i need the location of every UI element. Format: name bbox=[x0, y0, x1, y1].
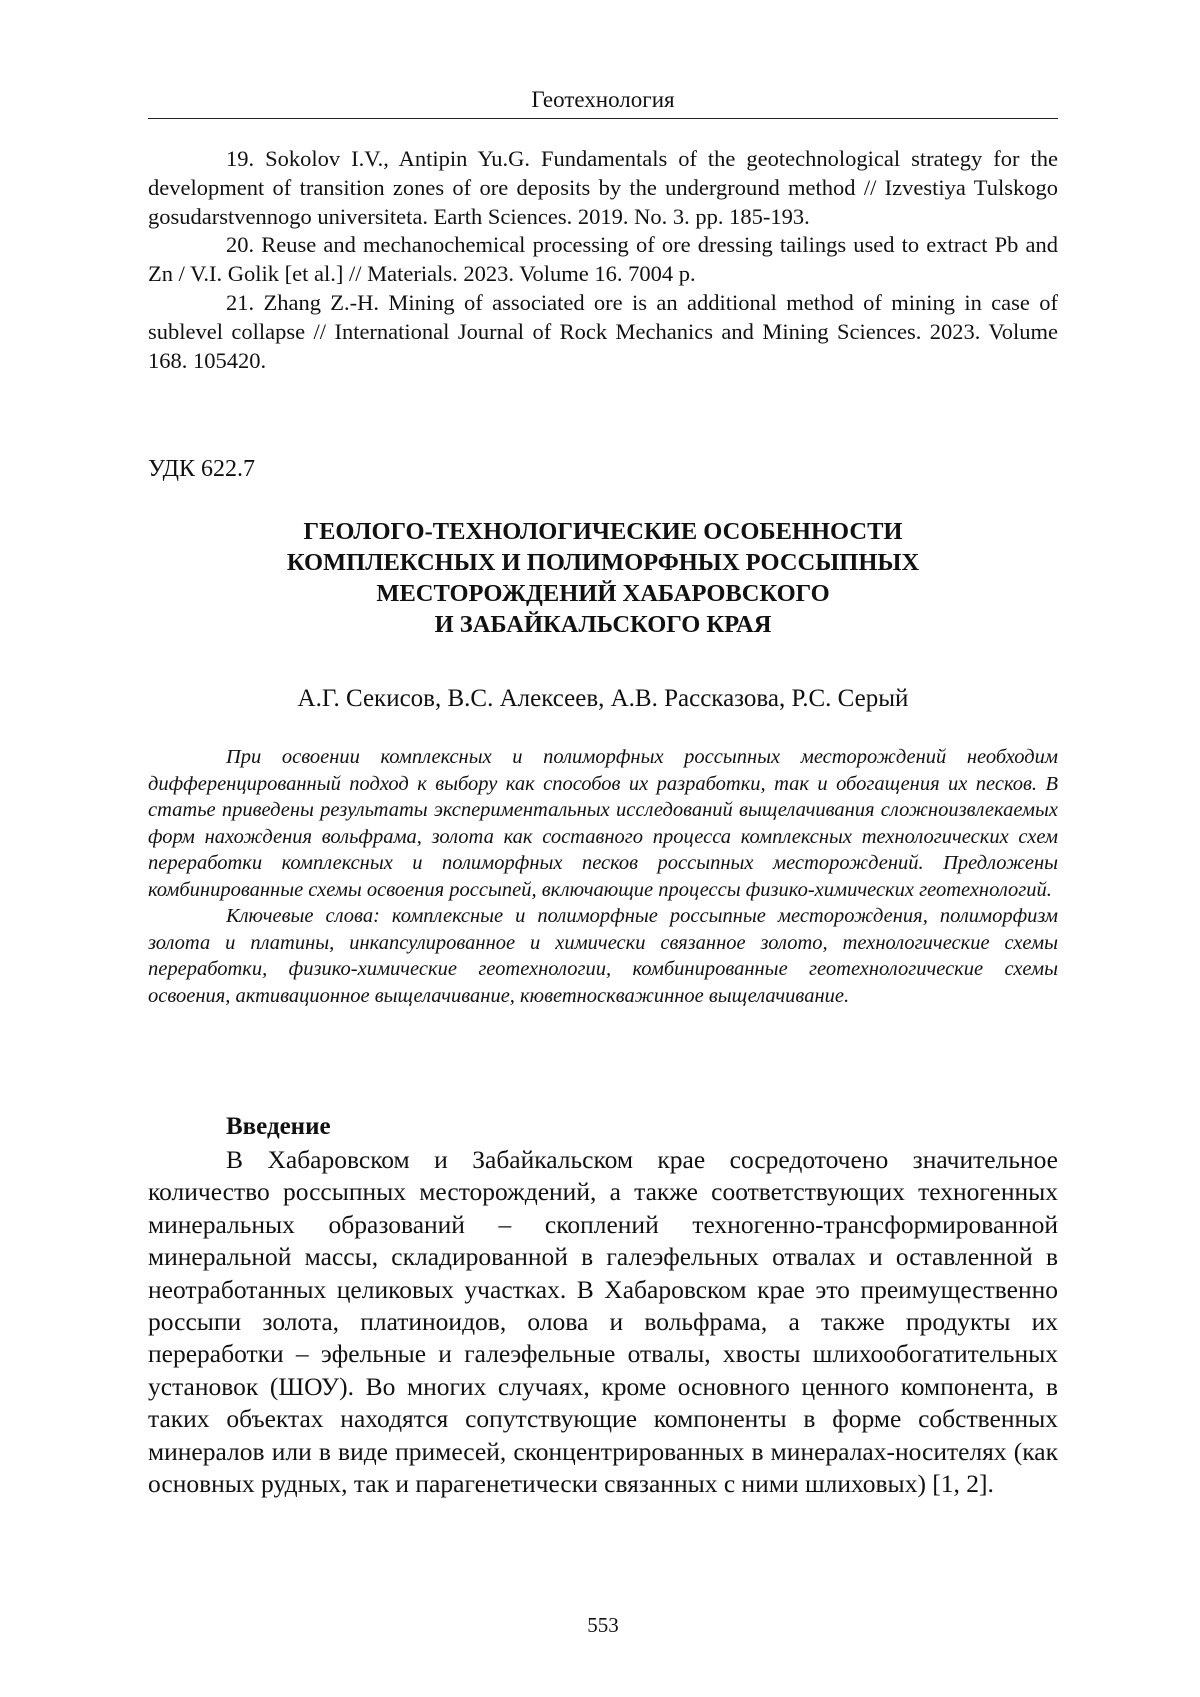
title-line: И ЗАБАЙКАЛЬСКОГО КРАЯ bbox=[434, 611, 772, 638]
title-line: МЕСТОРОЖДЕНИЙ ХАБАРОВСКОГО bbox=[376, 580, 830, 607]
reference-item: 20. Reuse and mechanochemical processing of ore dressing tailings used to extract Pb and Zn / V.I. Golik [et al.] // Materials. 2023. Volume 16. 7004 p. bbox=[148, 232, 1058, 287]
abstract-text: При освоении комплексных и полиморфных россыпных месторождений необходим дифференцированный подход к выбору как способов их разработки, так и обогащения их песков. В статье приведены результаты экспериментальных исследований выщелачивания сложноизвлекаемых форм нахождения вольфрама, золота как составного процесса комплексных технологических схем переработки комплексных и полиморфных песков россыпных месторождений. Предложены комбинированные схемы освоения россыпей, включающие процессы физико-химических геотехнологий. bbox=[148, 746, 1058, 901]
page-number: 553 bbox=[587, 1613, 619, 1637]
section-heading-introduction: Введение bbox=[226, 1113, 331, 1140]
title-line: КОМПЛЕКСНЫХ И ПОЛИМОРФНЫХ РОССЫПНЫХ bbox=[286, 549, 920, 576]
article-title bbox=[148, 516, 1058, 640]
keywords-text: Ключевые слова: комплексные и полиморфные россыпные месторождения, полиморфизм золота и платины, инкапсулированное и химически связанное золото, технологические схемы переработки, физико-химические геотехнологии, комбинированные геотехнологические схемы освоения, активационное выщелачивание, кюветноскважинное выщелачивание. bbox=[148, 905, 1058, 1007]
header-divider bbox=[148, 118, 1058, 119]
introduction-paragraph: В Хабаровском и Забайкальском крае сосредоточено значительное количество россыпных месторождений, а также соответствующих техногенных минеральных образований – скоплений техногенно-трансформированной минеральной массы, складированной в галеэфельных отвалах и оставленной в неотработанных целиковых участках. В Хабаровском крае это преимущественно россыпи золота, платиноидов, олова и вольфрама, а также продукты их переработки – эфельные и галеэфельные отвалы, хвосты шлихообогатительных установок (ШОУ). Во многих случаях, кроме основного ценного компонента, в таких объектах находятся сопутствующие компоненты в форме собственных минералов или в виде примесей, сконцентрированных в минералах-носителях (как основных рудных, так и парагенетически связанных с ними шлиховых) [1, 2]. bbox=[148, 1145, 1058, 1499]
udc-code: УДК 622.7 bbox=[148, 456, 255, 482]
reference-item: 19. Sokolov I.V., Antipin Yu.G. Fundamentals of the geotechnological strategy for the development of transition zones of ore deposits by the underground method // Izvestiya Tulskogo gosudarstvennogo universiteta. Earth Sciences. 2019. No. 3. pp. 185-193. bbox=[148, 146, 1058, 229]
author-list: А.Г. Секисов, В.С. Алексеев, А.В. Рассказова, Р.С. Серый bbox=[297, 685, 909, 712]
running-header: Геотехнология bbox=[531, 87, 675, 112]
reference-item: 21. Zhang Z.-H. Mining of associated ore is an additional method of mining in case of sublevel collapse // International Journal of Rock Mechanics and Mining Sciences. 2023. Volume 168. 105420. bbox=[148, 289, 1058, 373]
title-line: ГЕОЛОГО-ТЕХНОЛОГИЧЕСКИЕ ОСОБЕННОСТИ bbox=[303, 518, 903, 545]
abstract-block bbox=[148, 744, 1058, 1009]
reference-list bbox=[148, 145, 1058, 375]
